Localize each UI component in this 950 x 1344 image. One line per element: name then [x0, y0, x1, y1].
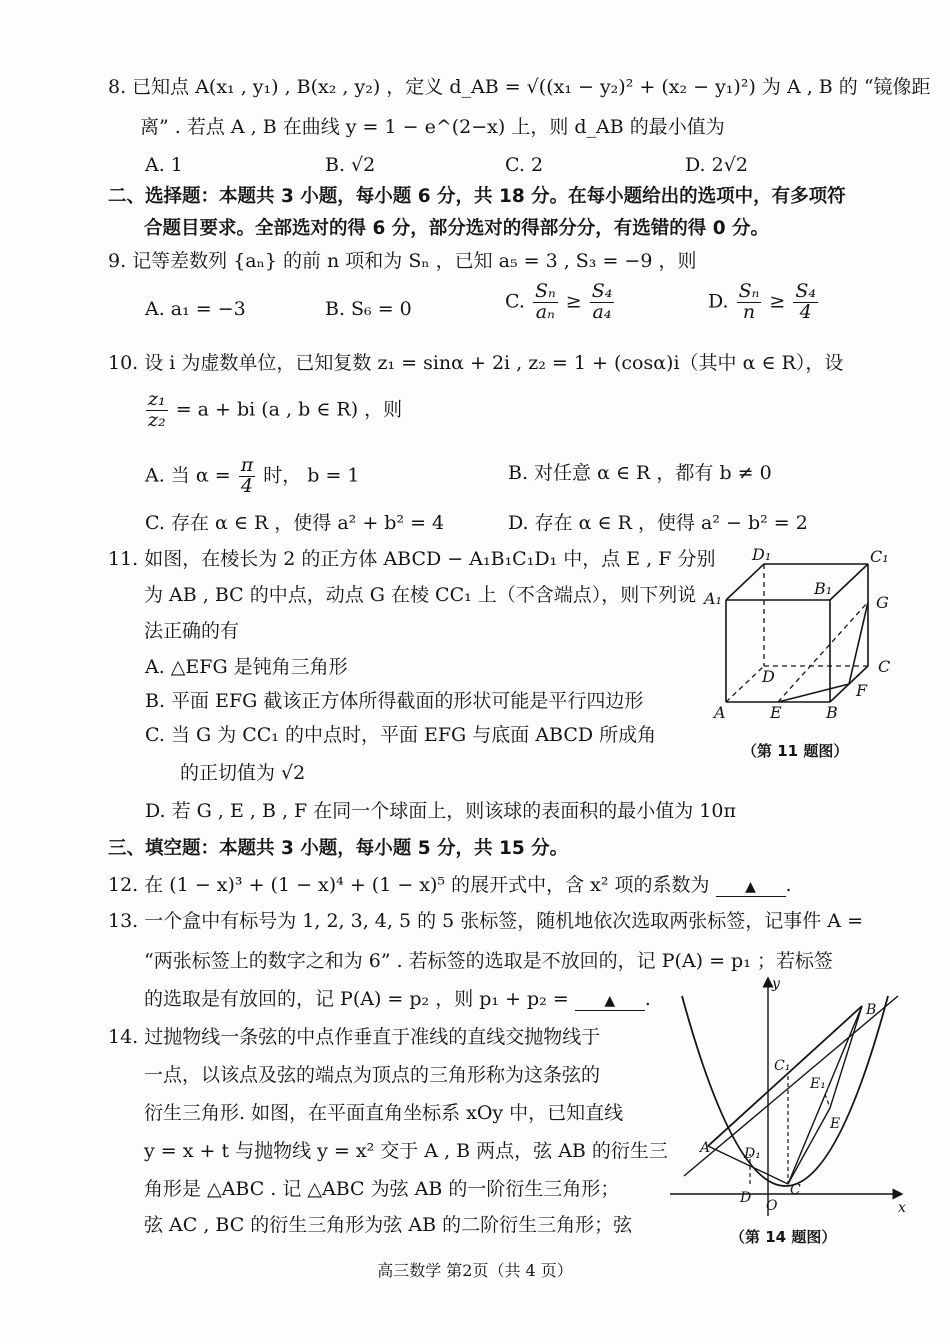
q10-a-post: 时， b = 1 [263, 464, 360, 487]
q9-d-den2: 4 [799, 300, 812, 323]
q10-line1: 10. 设 i 为虚数单位，已知复数 z₁ = sinα + 2i , z₂ = 1 + (cosα)i（其中 α ∈ R），设 [108, 352, 844, 374]
label-D: D [762, 667, 775, 686]
q8-option-a: A. 1 [145, 154, 183, 176]
q13-end: . [644, 988, 651, 1010]
q9-option-c-label: C. [505, 290, 525, 313]
fig14-label-x: x [898, 1200, 906, 1216]
q14-line1: 14. 过抛物线一条弦的中点作垂直于准线的直线交抛物线于 [108, 1026, 601, 1048]
q9-c-den1: aₙ [535, 300, 555, 323]
q12-end: . [785, 874, 792, 896]
q13-answer-blank[interactable]: ▲ [575, 992, 645, 1011]
q10-option-c: C. 存在 α ∈ R ，使得 a² + b² = 4 [145, 512, 445, 534]
q11-option-a: A. △EFG 是钝角三角形 [145, 656, 348, 678]
label-E: E [770, 703, 782, 722]
q11-line2: 为 AB , BC 的中点，动点 G 在棱 CC₁ 上（不含端点），则下列说 [144, 584, 697, 606]
median-EE1 [825, 1094, 830, 1108]
q10-a-den: 4 [240, 474, 253, 497]
q9-option-c-rel: ≥ [565, 290, 582, 313]
fig14-label-E1: E₁ [810, 1076, 826, 1092]
q13-line2: “两张标签上的数字之和为 6” . 若标签的选取是不放回的，记 P(A) = p₁ ；若标签 [144, 950, 833, 972]
q8-option-c: C. 2 [505, 154, 544, 176]
q9-stem: 9. 记等差数列 {aₙ} 的前 n 项和为 Sₙ ，已知 a₅ = 3 , S₃ = −9 ，则 [108, 250, 697, 272]
q11-option-d: D. 若 G , E , B , F 在同一个球面上，则该球的表面积的最小值为 10π [145, 800, 736, 822]
fig14-label-A: A [700, 1140, 711, 1156]
q10-z-den: z₂ [148, 408, 166, 431]
q11-option-c-line2: 的正切值为 √2 [180, 762, 306, 784]
q11-figure-caption: （第 11 题图） [742, 742, 849, 760]
q10-line2 [144, 390, 402, 431]
label-F: F [856, 681, 868, 700]
q14-line3: 衍生三角形. 如图，在平面直角坐标系 xOy 中，已知直线 [144, 1102, 624, 1124]
page-footer: 高三数学 第2页（共 4 页） [377, 1261, 573, 1280]
q14-line6: 弦 AC , BC 的衍生三角形为弦 AB 的二阶衍生三角形；弦 [144, 1214, 633, 1236]
edge-A1D1 [726, 564, 764, 600]
q14-figure-caption: （第 14 题图） [730, 1228, 837, 1246]
segment-EG-hidden [778, 602, 868, 702]
q11-option-b: B. 平面 EFG 截该正方体所得截面的形状可能是平行四边形 [145, 690, 644, 712]
fig14-label-y: y [772, 976, 780, 992]
fig14-label-D: D [740, 1190, 752, 1206]
q13-stem-end: 的选取是有放回的，记 P(A) = p₂ ，则 p₁ + p₂ = [144, 988, 569, 1010]
section2-header-line2: 合题目要求。全部选对的得 6 分，部分选对的得部分分，有选错的得 0 分。 [144, 218, 770, 239]
q9-c-den2: a₄ [592, 300, 612, 323]
q9-option-d [708, 282, 820, 323]
q9-option-a: A. a₁ = −3 [145, 298, 246, 320]
q8-option-d: D. 2√2 [685, 154, 748, 176]
label-C: C [878, 657, 891, 676]
q9-c-num1: Sₙ [534, 280, 556, 302]
q11-option-c-line1: C. 当 G 为 CC₁ 的中点时，平面 EFG 与底面 ABCD 所成角 [145, 724, 657, 746]
q13-line3 [144, 986, 651, 1012]
q10-a-num: π [240, 454, 254, 476]
label-D1: D₁ [752, 545, 772, 564]
q12-answer-blank[interactable]: ▲ [716, 878, 786, 897]
fig14-label-C1: C₁ [774, 1058, 791, 1074]
q9-option-d-label: D. [708, 290, 729, 313]
q9-option-b: B. S₆ = 0 [325, 298, 412, 320]
q10-a-pre: A. 当 α = [145, 464, 231, 487]
parabola-figure [662, 976, 912, 1226]
q12-stem: 12. 在 (1 − x)³ + (1 − x)⁴ + (1 − x)⁵ 的展开式中，含 x² 项的系数为 [108, 874, 710, 896]
q9-option-d-frac1 [737, 282, 762, 323]
label-B: B [826, 703, 838, 722]
q9-option-d-rel: ≥ [769, 290, 786, 313]
label-B1: B₁ [814, 579, 833, 598]
q9-option-c-frac2 [590, 282, 615, 323]
q11-line3: 法正确的有 [144, 620, 240, 642]
edge-AD-hidden [726, 666, 764, 702]
q10-a-frac [239, 456, 256, 497]
q9-d-num2: S₄ [795, 280, 817, 302]
label-C1: C₁ [870, 547, 889, 566]
q14-line5: 角形是 △ABC . 记 △ABC 为弦 AB 的一阶衍生三角形； [144, 1178, 620, 1200]
fig14-label-D1: D₁ [744, 1146, 761, 1162]
line-extension [684, 996, 898, 1176]
label-A1: A₁ [704, 589, 722, 608]
q8-line2: 离” . 若点 A , B 在曲线 y = 1 − e^(2−x) 上，则 d_AB 的最小值为 [140, 116, 725, 138]
edge-B1C1 [830, 564, 868, 600]
segment-CE [788, 1108, 830, 1184]
q10-option-b: B. 对任意 α ∈ R ，都有 b ≠ 0 [508, 462, 772, 484]
q14-line4: y = x + t 与抛物线 y = x² 交于 A , B 两点，弦 AB 的衍生三 [144, 1140, 668, 1162]
q10-z-num: z₁ [148, 388, 166, 410]
q11-line1: 11. 如图，在棱长为 2 的正方体 ABCD − A₁B₁C₁D₁ 中，点 E , F 分别 [108, 548, 716, 570]
q9-c-num2: S₄ [591, 280, 613, 302]
section3-header: 三、填空题：本题共 3 小题，每小题 5 分，共 15 分。 [108, 838, 569, 859]
q9-option-c-frac1 [533, 282, 558, 323]
fig14-label-C: C [790, 1182, 801, 1198]
segment-FG [849, 602, 868, 684]
q10-option-a [145, 456, 360, 497]
q14-line2: 一点，以该点及弦的端点为顶点的三角形称为这条弦的 [144, 1064, 601, 1086]
fig14-label-O: O [766, 1198, 778, 1214]
q9-d-num1: Sₙ [738, 280, 760, 302]
q9-option-d-frac2 [793, 282, 818, 323]
cube-figure [700, 540, 910, 730]
q10-z-frac [146, 390, 168, 431]
q8-option-b: B. √2 [325, 154, 376, 176]
q13-line1: 13. 一个盒中有标号为 1, 2, 3, 4, 5 的 5 张标签，随机地依次选取两张标签，记事件 A = [108, 910, 863, 932]
q12-text [108, 872, 792, 898]
section2-header-line1: 二、选择题：本题共 3 小题，每小题 6 分，共 18 分。在每小题给出的选项中，有多项符 [108, 186, 846, 207]
label-G: G [876, 593, 889, 612]
fig14-label-E: E [830, 1116, 841, 1132]
q9-d-den1: n [742, 300, 756, 323]
label-A: A [714, 703, 726, 722]
q8-line1: 8. 已知点 A(x₁ , y₁) , B(x₂ , y₂) ，定义 d_AB = √((x₁ − y₂)² + (x₂ − y₁)²) 为 A , B 的 “镜像距 [108, 76, 931, 98]
fig14-label-B: B [866, 1002, 877, 1018]
q9-option-c [505, 282, 616, 323]
q10-option-d: D. 存在 α ∈ R ，使得 a² − b² = 2 [508, 512, 808, 534]
q10-line2-rest: = a + bi (a , b ∈ R) ，则 [175, 398, 403, 421]
